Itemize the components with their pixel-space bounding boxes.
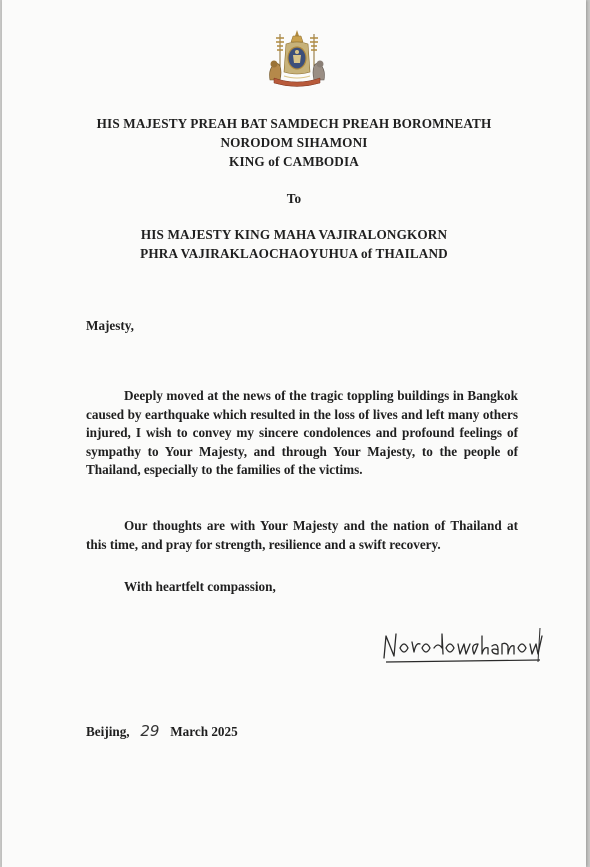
closing-line: With heartfelt compassion, (124, 579, 276, 594)
recipient-title: HIS MAJESTY KING MAHA VAJIRALONGKORN (140, 227, 448, 242)
body-paragraph-1: Deeply moved at the news of the tragic toppling buildings in Bangkok caused by earthquake which resulted in the loss of lives and left many others injured, I wish to convey my sincere condolences and profound feelings of sympathy to Your Majesty, and through Your Majesty, to the people of Thailand, especially to the families of the victims. (86, 388, 518, 477)
place-label: Beijing, (86, 724, 130, 739)
handwritten-day: 29 (140, 722, 160, 740)
sender-title: HIS MAJESTY PREAH BAT SAMDECH PREAH BOROMNEATH (96, 116, 492, 131)
salutation: Majesty, (86, 318, 134, 333)
royal-coat-of-arms-icon (264, 28, 330, 90)
sender-name: NORODOM SIHAMONI (220, 135, 368, 150)
date-line (86, 722, 238, 740)
recipient-name: PHRA VAJIRAKLAOCHAOYUHUA of THAILAND (140, 246, 448, 261)
handwritten-signature-icon (380, 618, 546, 668)
letter-page (2, 0, 586, 867)
to-label: To (286, 191, 302, 206)
sender-country: KING of CAMBODIA (229, 154, 359, 169)
sender-block (2, 114, 586, 171)
body-paragraph-2: Our thoughts are with Your Majesty and the nation of Thailand at this time, and pray for strength, resilience and a swift recovery. (86, 518, 518, 552)
recipient-block (2, 225, 586, 263)
month-year-label: March 2025 (170, 724, 238, 739)
